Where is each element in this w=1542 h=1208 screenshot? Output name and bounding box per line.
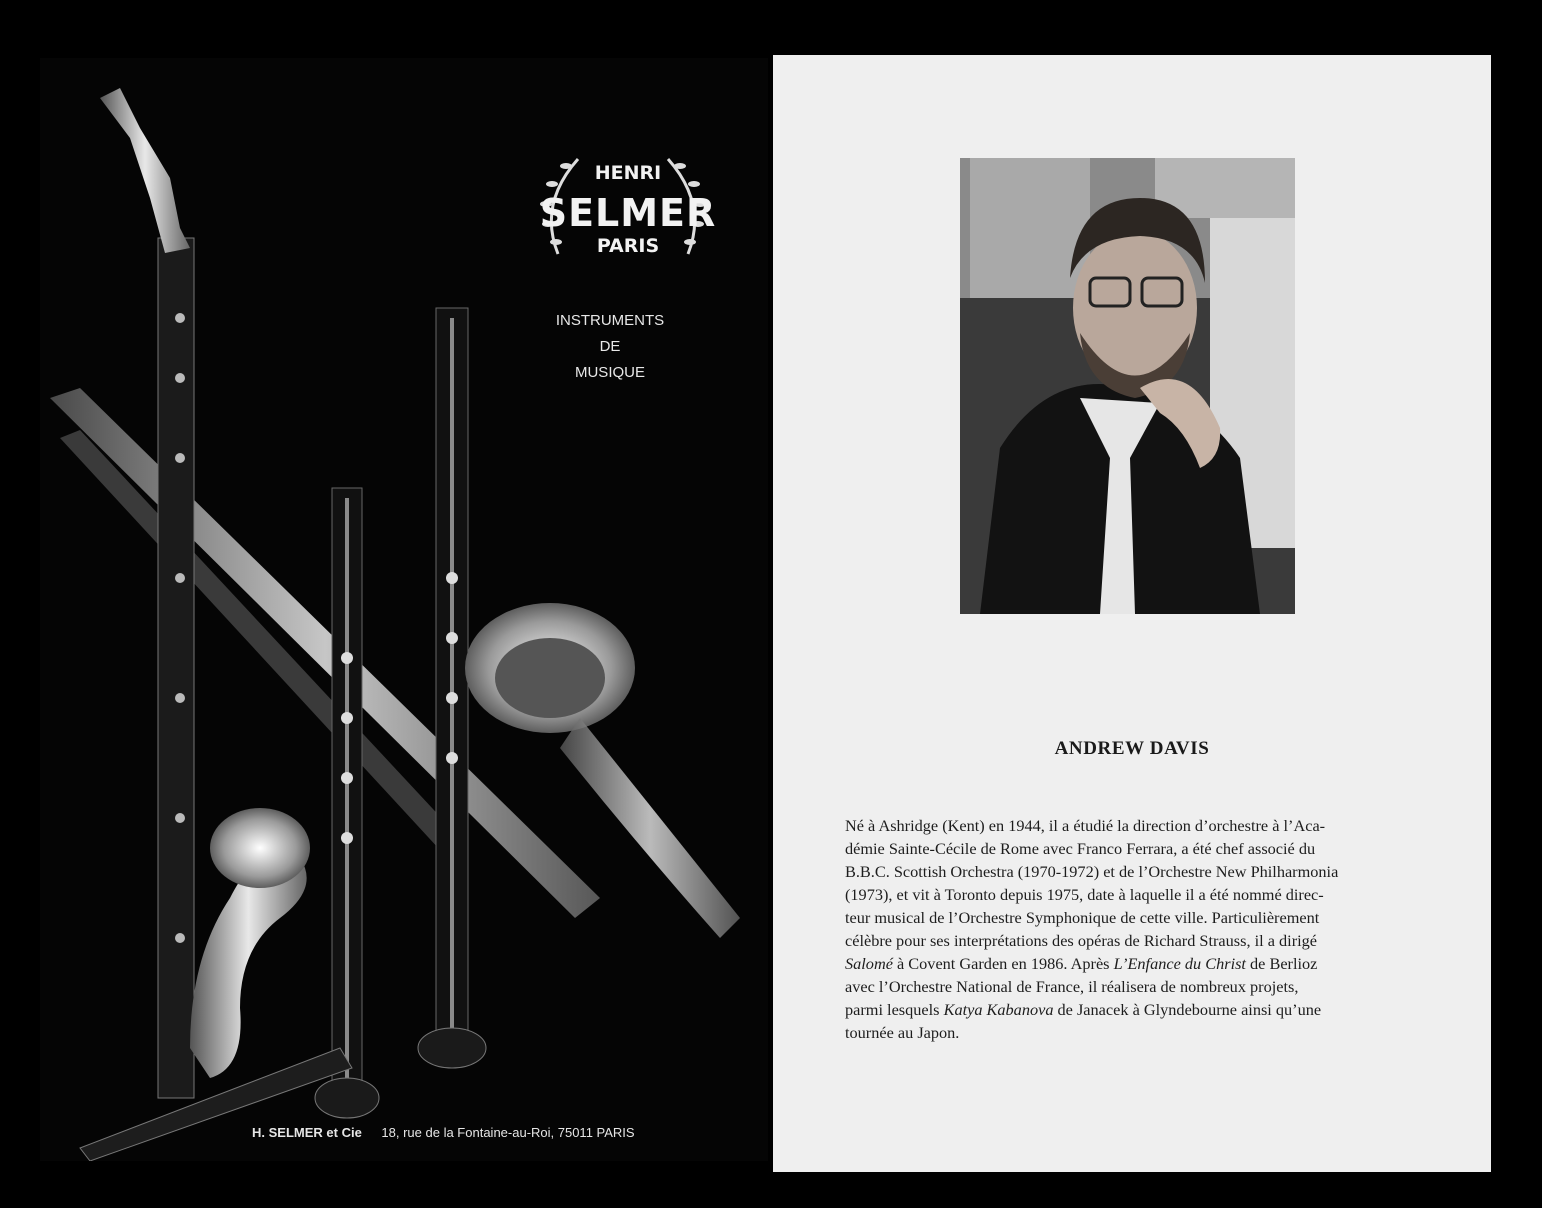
- company-address: 18, rue de la Fontaine-au-Roi, 75011 PARIS: [381, 1125, 635, 1140]
- bio-line: Né à Ashridge (Kent) en 1944, il a étudié la direction d’orchestre à l’Aca-: [845, 816, 1326, 835]
- bio-fragment: à Covent Garden en 1986. Après: [892, 954, 1114, 973]
- tagline-line: INSTRUMENTS: [555, 312, 665, 329]
- logo-paris: PARIS: [596, 235, 660, 257]
- bio-line: célèbre pour ses interprétations des opéras de Richard Strauss, il a dirigé: [845, 931, 1318, 950]
- biography-text: [845, 814, 1423, 1044]
- logo-selmer: SELMER: [539, 191, 717, 235]
- bio-line: avec l’Orchestre National de France, il réalisera de nombreux projets,: [845, 977, 1299, 996]
- bio-line: teur musical de l’Orchestre Symphonique de cette ville. Particulièrement: [845, 908, 1320, 927]
- portrait-photo: [960, 158, 1295, 614]
- bio-fragment: parmi lesquels: [845, 1000, 944, 1019]
- work-title: Salomé: [845, 954, 893, 973]
- watermark: [820, 475, 863, 550]
- portrait-illustration: [960, 158, 1295, 614]
- bio-line: [845, 952, 1423, 975]
- bio-line: (1973), et vit à Toronto depuis 1975, date à laquelle il a été nommé direc-: [845, 885, 1324, 904]
- bio-fragment: de Janacek à Glyndebourne ainsi qu’une: [1053, 1000, 1322, 1019]
- biography-page: [773, 55, 1491, 1172]
- bio-line: tournée au Japon.: [845, 1023, 960, 1042]
- tagline-line: MUSIQUE: [574, 364, 645, 381]
- tagline-line: DE: [599, 338, 621, 355]
- selmer-advertisement-page: [40, 58, 768, 1161]
- bio-line: démie Sainte-Cécile de Rome avec Franco Ferrara, a été chef associé du: [845, 839, 1316, 858]
- logo-henri: HENRI: [594, 162, 662, 184]
- bio-line: [845, 998, 1423, 1021]
- tagline: [548, 308, 672, 386]
- ad-footer: [252, 1125, 635, 1140]
- bio-line: B.B.C. Scottish Orchestra (1970-1972) et de l’Orchestre New Philharmonia: [845, 862, 1339, 881]
- company-name: H. SELMER et Cie: [252, 1125, 362, 1140]
- person-name: ANDREW DAVIS: [1054, 738, 1210, 759]
- work-title: Katya Kabanova: [943, 1000, 1054, 1019]
- work-title: L’Enfance du Christ: [1113, 954, 1246, 973]
- bio-fragment: de Berlioz: [1245, 954, 1318, 973]
